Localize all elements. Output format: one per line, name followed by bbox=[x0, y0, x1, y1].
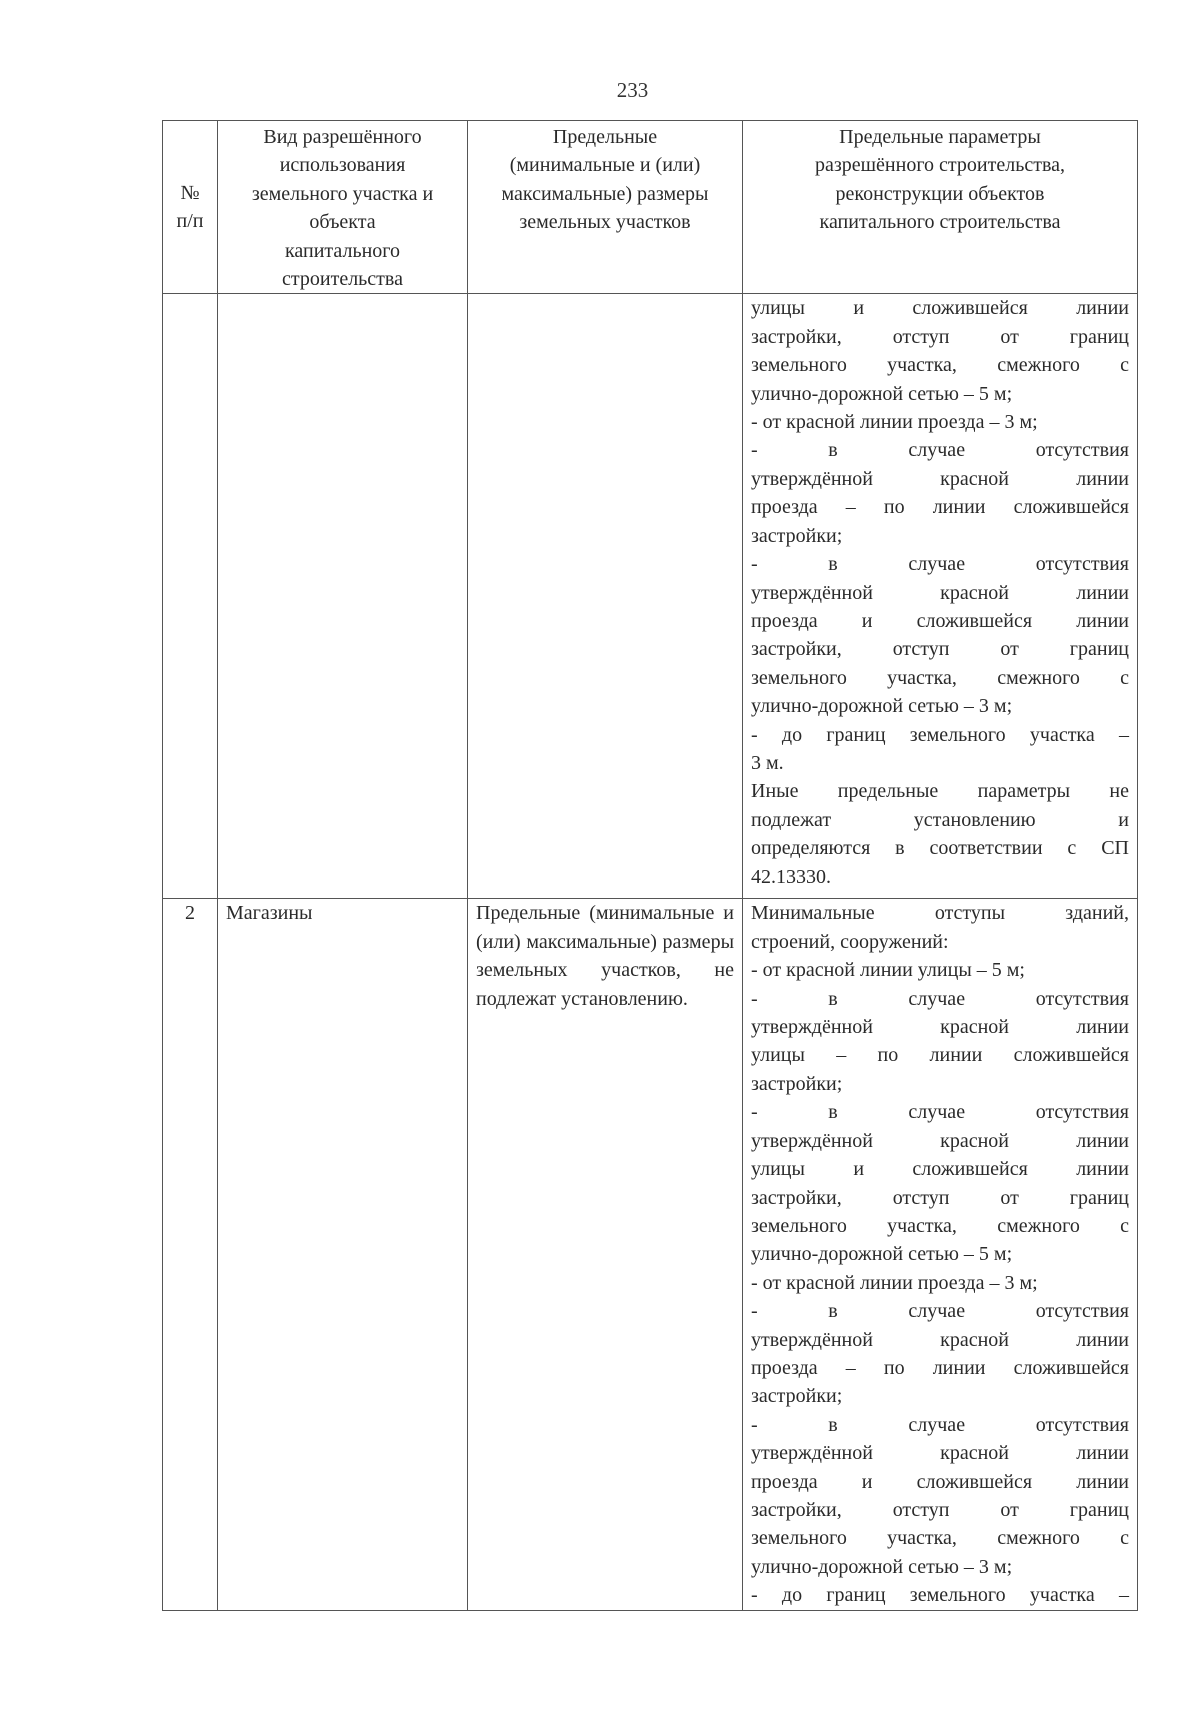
parameter-line: утверждённой красной линии bbox=[751, 1129, 1129, 1152]
regulations-table bbox=[162, 120, 1138, 1611]
parameter-line: застройки, отступ от границ bbox=[751, 1186, 1129, 1209]
parameter-line: земельного участка, смежного с bbox=[751, 666, 1129, 689]
header-number: № п/п bbox=[163, 121, 218, 294]
parameter-line: земельного участка, смежного с bbox=[751, 1527, 1129, 1550]
parameter-line: улично-дорожной сетью – 3 м; bbox=[751, 1555, 1013, 1578]
page-number: 233 bbox=[616, 78, 649, 102]
parameter-line: проезда – по линии сложившейся bbox=[751, 1356, 1129, 1379]
parameter-line: земельного участка, смежного с bbox=[751, 354, 1129, 377]
parameter-line: - до границ земельного участка – bbox=[751, 1584, 1129, 1607]
parameter-line: Иные предельные параметры не bbox=[751, 780, 1129, 803]
parameter-line: - до границ земельного участка – bbox=[751, 723, 1129, 746]
parameter-line: 42.13330. bbox=[751, 865, 831, 888]
header-use-type: Вид разрешённого использования земельного участка и объекта капитального строительства bbox=[218, 121, 468, 294]
row-number: 2 bbox=[163, 899, 218, 1610]
parameter-line: определяются в соответствии с СП bbox=[751, 837, 1129, 860]
parameter-line: утверждённой красной линии bbox=[751, 1016, 1129, 1039]
parameter-line: застройки; bbox=[751, 1385, 843, 1408]
header-parameters: Предельные параметры разрешённого строительства, реконструкции объектов капитального строительства bbox=[743, 121, 1138, 294]
row-use-type bbox=[218, 294, 468, 899]
parameter-line: строений, сооружений: bbox=[751, 930, 949, 953]
parameter-line: - от красной линии улицы – 5 м; bbox=[751, 959, 1025, 982]
parameter-line: земельного участка, смежного с bbox=[751, 1214, 1129, 1237]
parameter-line: - в случае отсутствия bbox=[751, 553, 1129, 576]
table-header-row bbox=[163, 121, 1138, 294]
table-row bbox=[163, 294, 1138, 899]
parameter-line: улицы – по линии сложившейся bbox=[751, 1044, 1129, 1067]
parameter-line: улицы и сложившейся линии bbox=[751, 1158, 1129, 1181]
parameter-line: застройки, отступ от границ bbox=[751, 325, 1129, 348]
parameter-line: улично-дорожной сетью – 5 м; bbox=[751, 382, 1013, 405]
header-plot-sizes: Предельные (минимальные и (или) максимальные) размеры земельных участков bbox=[468, 121, 743, 294]
row-use-type: Магазины bbox=[218, 899, 468, 1610]
parameter-line: утверждённой красной линии bbox=[751, 1442, 1129, 1465]
parameter-line: проезда и сложившейся линии bbox=[751, 1470, 1129, 1493]
table-row bbox=[163, 899, 1138, 1610]
parameter-line: 3 м. bbox=[751, 751, 784, 774]
row-number bbox=[163, 294, 218, 899]
parameter-line: застройки, отступ от границ bbox=[751, 1498, 1129, 1521]
parameter-line: застройки; bbox=[751, 1072, 843, 1095]
parameter-line: - от красной линии проезда – 3 м; bbox=[751, 1271, 1038, 1294]
parameter-line: подлежат установлению и bbox=[751, 808, 1129, 831]
row-parameters bbox=[743, 294, 1138, 899]
parameter-line: утверждённой красной линии bbox=[751, 1328, 1129, 1351]
parameter-line: застройки, отступ от границ bbox=[751, 638, 1129, 661]
parameter-line: улицы и сложившейся линии bbox=[751, 297, 1129, 320]
parameter-line: Минимальные отступы зданий, bbox=[751, 902, 1129, 925]
parameter-line: - в случае отсутствия bbox=[751, 439, 1129, 462]
parameter-line: проезда и сложившейся линии bbox=[751, 609, 1129, 632]
parameter-line: улично-дорожной сетью – 5 м; bbox=[751, 1243, 1013, 1266]
parameter-line: - от красной линии проезда – 3 м; bbox=[751, 411, 1038, 434]
parameter-line: - в случае отсутствия bbox=[751, 987, 1129, 1010]
parameter-line: проезда – по линии сложившейся bbox=[751, 496, 1129, 519]
parameter-line: улично-дорожной сетью – 3 м; bbox=[751, 695, 1013, 718]
parameter-line: - в случае отсутствия bbox=[751, 1300, 1129, 1323]
row-plot-sizes bbox=[468, 294, 743, 899]
parameter-line: - в случае отсутствия bbox=[751, 1413, 1129, 1436]
row-parameters bbox=[743, 899, 1138, 1610]
parameter-line: застройки; bbox=[751, 524, 843, 547]
parameter-line: утверждённой красной линии bbox=[751, 467, 1129, 490]
row-plot-sizes: Предельные (минимальные и (или) максимальные) размеры земельных участков, не подлежат установлению. bbox=[468, 899, 743, 1610]
parameter-line: - в случае отсутствия bbox=[751, 1101, 1129, 1124]
parameter-line: утверждённой красной линии bbox=[751, 581, 1129, 604]
